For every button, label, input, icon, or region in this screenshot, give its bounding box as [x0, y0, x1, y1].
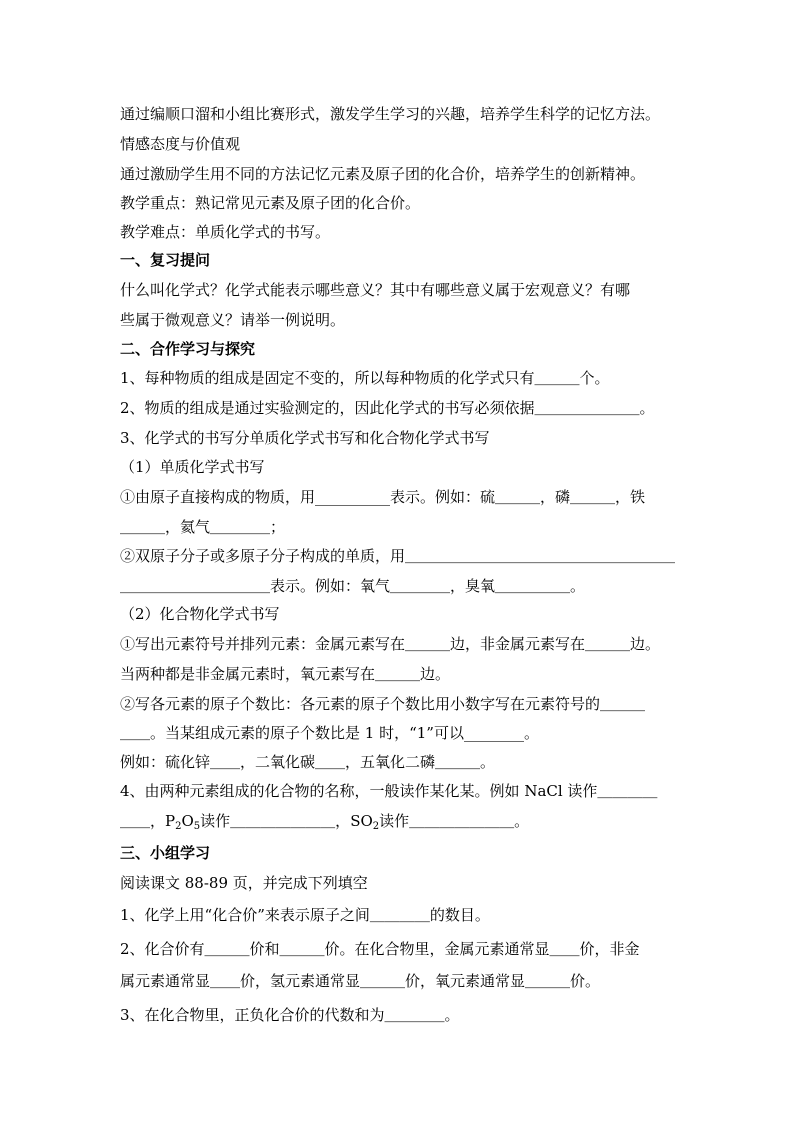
text-line: 3、化学式的书写分单质化学式书写和化合物化学式书写	[120, 429, 490, 447]
text-fragment: 读作＿＿＿＿＿＿＿，	[200, 812, 351, 830]
text-line: 教学难点：单质化学式的书写。	[120, 223, 331, 241]
text-line: 1、每种物质的组成是固定不变的，所以每种物质的化学式只有＿＿＿个。	[120, 369, 610, 387]
section-heading: 一、复习提问	[120, 251, 211, 269]
text-line: 当两种都是非金属元素时，氧元素写在＿＿＿边。	[120, 665, 451, 683]
text-line: ①写出元素符号并排列元素：金属元素写在＿＿＿边，非金属元素写在＿＿＿边。	[120, 635, 661, 653]
text-line: 教学重点：熟记常见元素及原子团的化合价。	[120, 194, 421, 212]
text-line: ②写各元素的原子个数比：各元素的原子个数比用小数字写在元素符号的＿＿＿	[120, 695, 646, 713]
text-line: ＿＿＿，氦气＿＿＿＿；	[120, 518, 286, 536]
text-line: 阅读课文 88-89 页，并完成下列填空	[120, 874, 368, 892]
formula-so2: $SO_2$	[350, 812, 380, 831]
text-fragment: 读作＿＿＿＿＿＿＿。	[379, 812, 530, 830]
text-line: 什么叫化学式？化学式能表示哪些意义？其中有哪些意义属于宏观意义？有哪	[120, 281, 631, 299]
section-heading: 三、小组学习	[120, 844, 211, 862]
text-line: （2）化合物化学式书写	[120, 605, 280, 623]
text-line: ②双原子分子或多原子分子构成的单质，用＿＿＿＿＿＿＿＿＿＿＿＿＿＿＿＿＿＿	[120, 547, 676, 565]
formula-p2o5: $P_2O_5$	[165, 812, 201, 831]
text-line: ＿＿。当某组成元素的原子个数比是 1 时，“1”可以________。	[120, 724, 539, 742]
text-line: 3、在化合物里，正负化合价的代数和为＿＿＿＿。	[120, 1006, 460, 1024]
section-heading: 二、合作学习与探究	[120, 340, 256, 358]
text-line: 4、由两种元素组成的化合物的名称，一般读作某化某。例如 NaCl 读作＿＿＿＿	[120, 782, 658, 800]
blank-fragment: ＿＿，	[120, 812, 166, 830]
text-line: （1）单质化学式书写	[120, 458, 265, 476]
text-line: ＿＿＿＿＿＿＿＿＿＿表示。例如：氧气＿＿＿＿，臭氧＿＿＿＿＿。	[120, 577, 586, 595]
text-line: 2、化合价有＿＿＿价和＿＿＿价。在化合物里，金属元素通常显＿＿价，非金	[120, 940, 640, 958]
text-line: 通过编顺口溜和小组比赛形式，激发学生学习的兴趣，培养学生科学的记忆方法。	[120, 105, 661, 123]
text-line: 通过激励学生用不同的方法记忆元素及原子团的化合价，培养学生的创新精神。	[120, 165, 646, 183]
text-line: 2、物质的组成是通过实验测定的，因此化学式的书写必须依据＿＿＿＿＿＿＿。	[120, 399, 655, 417]
text-line: 属元素通常显＿＿价，氢元素通常显＿＿＿价，氧元素通常显＿＿＿价。	[120, 972, 601, 990]
text-line: 例如：硫化锌＿＿，二氧化碳＿＿，五氧化二磷＿＿＿。	[120, 753, 496, 771]
text-line: 情感态度与价值观	[120, 135, 241, 153]
text-line: ①由原子直接构成的物质，用__________表示。例如：硫＿＿＿，磷＿＿＿，铁	[120, 488, 646, 506]
text-line: 1、化学上用“化合价”来表示原子之间＿＿＿＿的数目。	[120, 906, 490, 924]
formula-line	[120, 811, 680, 831]
text-line: 些属于微观意义？请举一例说明。	[120, 311, 346, 329]
